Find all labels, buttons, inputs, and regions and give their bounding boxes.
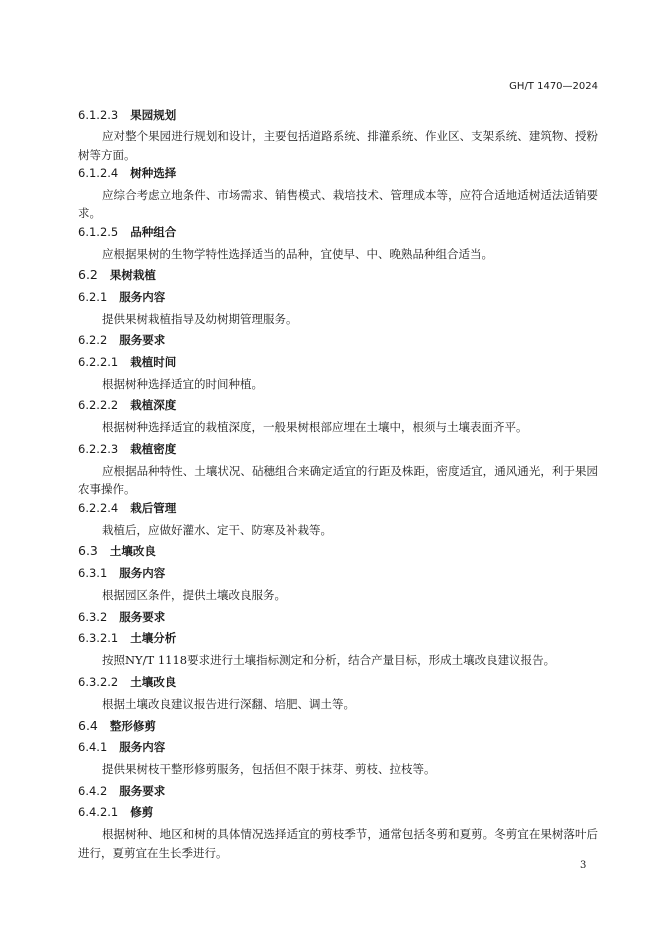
clause-number: 6.4.2.1 bbox=[78, 805, 119, 819]
paragraph-line: 树等方面。 bbox=[78, 148, 136, 162]
paragraph-line: 农事操作。 bbox=[78, 482, 136, 496]
clause-6-4-2-1-heading bbox=[78, 805, 153, 819]
clause-number: 6.2.2.1 bbox=[78, 355, 119, 369]
clause-6-2-2-2-heading bbox=[78, 398, 176, 412]
clause-title: 栽植密度 bbox=[130, 442, 177, 456]
clause-title: 服务要求 bbox=[119, 784, 166, 798]
clause-6-2-2-1-heading bbox=[78, 355, 176, 369]
clause-number: 6.2.1 bbox=[78, 290, 108, 304]
clause-title: 修剪 bbox=[130, 805, 154, 819]
clause-title: 服务内容 bbox=[119, 740, 166, 754]
paragraph-line: 根据树种、地区和树的具体情况选择适宜的剪枝季节，通常包括冬剪和夏剪。冬剪宜在果树落叶后 bbox=[102, 827, 598, 841]
clause-title: 服务要求 bbox=[119, 333, 166, 347]
clause-6-4-2-heading bbox=[78, 784, 165, 798]
clause-title: 服务内容 bbox=[119, 566, 166, 580]
clause-number: 6.3.2.1 bbox=[78, 631, 119, 645]
paragraph-line: 提供果树栽植指导及幼树期管理服务。 bbox=[102, 312, 298, 326]
clause-title: 整形修剪 bbox=[109, 719, 156, 733]
clause-number: 6.1.2.5 bbox=[78, 225, 119, 239]
clause-6-2-2-heading bbox=[78, 333, 165, 347]
clause-6-1-2-4-heading bbox=[78, 166, 176, 180]
paragraph-line: 应综合考虑立地条件、市场需求、销售模式、栽培技术、管理成本等，应符合适地适树适法适销要 bbox=[102, 188, 598, 202]
clause-6-4-1-heading bbox=[78, 740, 165, 754]
paragraph-line: 根据树种选择适宜的时间种植。 bbox=[102, 377, 263, 391]
clause-number: 6.2.2.2 bbox=[78, 398, 119, 412]
clause-title: 栽植时间 bbox=[130, 355, 177, 369]
clause-6-3-1-heading bbox=[78, 566, 165, 580]
clause-6-2-1-heading bbox=[78, 290, 165, 304]
clause-number: 6.3.1 bbox=[78, 566, 108, 580]
clause-title: 服务内容 bbox=[119, 290, 166, 304]
document-code: GH/T 1470—2024 bbox=[509, 81, 598, 92]
clause-title: 果园规划 bbox=[130, 108, 177, 122]
clause-title: 栽植深度 bbox=[130, 398, 177, 412]
paragraph-line: 根据土壤改良建议报告进行深翻、培肥、调土等。 bbox=[102, 697, 355, 711]
clause-title: 树种选择 bbox=[130, 166, 177, 180]
clause-6-3-2-2-heading bbox=[78, 675, 176, 689]
clause-number: 6.1.2.3 bbox=[78, 108, 119, 122]
paragraph-line: 根据园区条件，提供土壤改良服务。 bbox=[102, 588, 286, 602]
clause-6-3-2-1-heading bbox=[78, 631, 176, 645]
paragraph-line: 应根据果树的生物学特性选择适当的品种，宜使早、中、晚熟品种组合适当。 bbox=[102, 247, 493, 261]
clause-number: 6.4 bbox=[78, 718, 98, 733]
clause-title: 栽后管理 bbox=[130, 501, 177, 515]
paragraph-line: 根据树种选择适宜的栽植深度，一般果树根部应埋在土壤中，根须与土壤表面齐平。 bbox=[102, 420, 528, 434]
clause-title: 土壤改良 bbox=[109, 544, 156, 558]
clause-title: 品种组合 bbox=[130, 225, 177, 239]
paragraph-line: 进行，夏剪宜在生长季进行。 bbox=[78, 846, 228, 860]
clause-number: 6.3 bbox=[78, 543, 98, 558]
clause-6-1-2-3-heading bbox=[78, 108, 176, 122]
paragraph-line: 提供果树枝干整形修剪服务，包括但不限于抹芽、剪枝、拉枝等。 bbox=[102, 762, 436, 776]
clause-6-1-2-5-heading bbox=[78, 225, 176, 239]
clause-title: 土壤分析 bbox=[130, 631, 177, 645]
page-number: 3 bbox=[580, 860, 587, 871]
paragraph-line: 按照NY/T 1118要求进行土壤指标测定和分析，结合产量目标，形成土壤改良建议报告。 bbox=[102, 653, 556, 667]
clause-number: 6.4.2 bbox=[78, 784, 108, 798]
clause-title: 土壤改良 bbox=[130, 675, 177, 689]
paragraph-line: 应根据品种特性、土壤状况、砧穗组合来确定适宜的行距及株距，密度适宜，通风通光，利于果园 bbox=[102, 464, 598, 478]
clause-6-3-heading bbox=[78, 544, 156, 558]
clause-title: 果树栽植 bbox=[109, 268, 156, 282]
clause-6-4-heading bbox=[78, 719, 156, 733]
clause-number: 6.2.2.4 bbox=[78, 501, 119, 515]
clause-number: 6.3.2.2 bbox=[78, 675, 119, 689]
clause-number: 6.2 bbox=[78, 267, 98, 282]
clause-6-2-2-3-heading bbox=[78, 442, 176, 456]
paragraph-line: 栽植后，应做好灌水、定干、防寒及补栽等。 bbox=[102, 523, 332, 537]
clause-number: 6.4.1 bbox=[78, 740, 108, 754]
paragraph-line: 求。 bbox=[78, 206, 101, 220]
clause-number: 6.2.2 bbox=[78, 333, 108, 347]
clause-number: 6.2.2.3 bbox=[78, 442, 119, 456]
clause-6-3-2-heading bbox=[78, 610, 165, 624]
clause-title: 服务要求 bbox=[119, 610, 166, 624]
clause-number: 6.1.2.4 bbox=[78, 166, 119, 180]
paragraph-line: 应对整个果园进行规划和设计，主要包括道路系统、排灌系统、作业区、支架系统、建筑物、授粉 bbox=[102, 129, 598, 143]
clause-6-2-2-4-heading bbox=[78, 501, 176, 515]
clause-6-2-heading bbox=[78, 268, 156, 282]
clause-number: 6.3.2 bbox=[78, 610, 108, 624]
